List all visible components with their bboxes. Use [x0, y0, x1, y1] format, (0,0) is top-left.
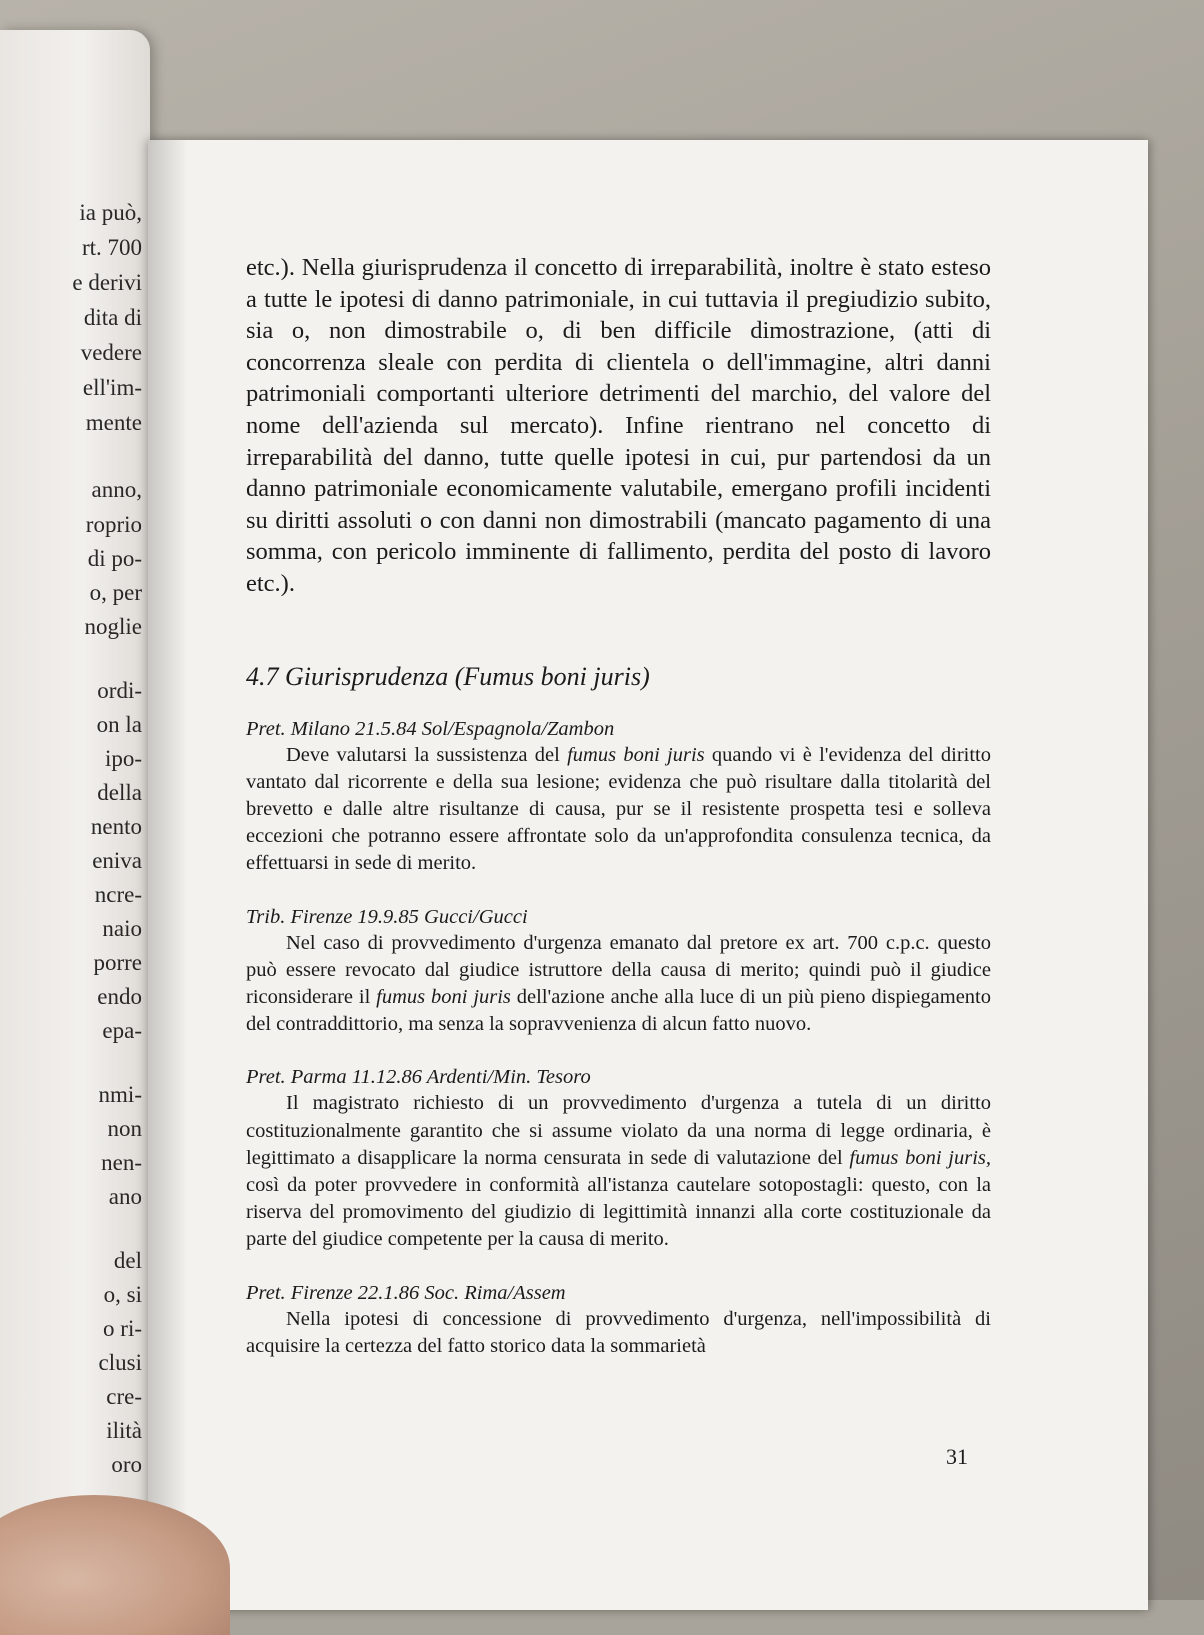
left-page-fragment: nen-: [101, 1150, 142, 1175]
left-page-fragment: ilità: [106, 1418, 142, 1443]
case-heading: Pret. Firenze 22.1.86 Soc. Rima/Assem: [246, 1281, 566, 1304]
left-page-fragment: ncre-: [94, 882, 142, 907]
case-body-text: Nel caso di provvedimento d'urgenza emanato dal pretore ex art. 700 c.p.c. questo può essere revocato dal giudice istruttore della causa di merito; quindi può il giudice riconsiderare il: [246, 931, 991, 1008]
left-page-fragment: ordi-: [97, 678, 142, 703]
left-page-fragment: cre-: [106, 1384, 142, 1409]
left-page-fragment: vedere: [80, 340, 142, 365]
left-page-fragment: o, si: [103, 1282, 142, 1307]
left-page-fragment: oro: [111, 1452, 142, 1477]
left-page-fragment: noglie: [84, 614, 142, 639]
left-page-fragment: on la: [96, 712, 142, 737]
left-page-fragment: ano: [108, 1184, 142, 1209]
case-heading: Pret. Parma 11.12.86 Ardenti/Min. Tesoro: [246, 1066, 591, 1089]
case-body-text: Il magistrato richiesto di un provvedimento d'urgenza a tutela di un diritto costituzionalmente garantito che si assume violato da una norma di legge ordinaria, è legittimato a disapplicare la norma censurata in sede di valutazione del: [246, 1092, 991, 1169]
left-page-fragment: ipo-: [104, 746, 142, 771]
case-body: [246, 742, 991, 878]
case-body: [246, 1306, 991, 1360]
case-body: [246, 930, 991, 1039]
left-page-fragment: e derivi: [72, 270, 142, 295]
left-page-fragment: di po-: [87, 546, 142, 571]
case-entry: [246, 1064, 991, 1253]
case-entry: [246, 1280, 991, 1360]
left-page-fragment: rt. 700: [81, 235, 142, 260]
left-page-fragment: endo: [97, 984, 142, 1009]
case-body-italic: fumus boni juris: [376, 985, 511, 1008]
left-page-fragment: della: [97, 780, 142, 805]
case-body-italic: fumus boni juris: [567, 743, 705, 766]
left-page: [0, 30, 150, 1610]
left-page-fragment: non: [107, 1116, 142, 1141]
page-number: 31: [946, 1444, 968, 1469]
case-body-text: Nella ipotesi di concessione di provvedimento d'urgenza, nell'impossibilità di acquisire la certezza del fatto storico data la sommarietà: [246, 1307, 991, 1357]
case-body-text: dell'azione anche alla luce di un più pieno dispiegamento del contraddittorio, ma senza la sopravvenienza di alcun fatto nuovo.: [246, 985, 991, 1036]
left-page-fragment: epa-: [102, 1018, 142, 1043]
left-page-fragment: o, per: [89, 580, 142, 605]
left-page-fragment: del: [113, 1248, 142, 1273]
case-body-italic: fumus boni juris,: [849, 1146, 991, 1169]
left-page-fragment: naio: [102, 916, 142, 941]
left-page-fragment: o ri-: [103, 1316, 142, 1341]
case-heading: Trib. Firenze 19.9.85 Gucci/Gucci: [246, 905, 528, 928]
case-body-text: Deve valutarsi la sussistenza del: [286, 743, 568, 766]
case-entry: [246, 904, 991, 1039]
case-heading: Pret. Milano 21.5.84 Sol/Espagnola/Zambon: [246, 717, 615, 740]
case-body-text: così da poter provvedere in conformità all'istanza cautelare sotopostagli: questo, con la riserva del promovimento del giudizio di legittimità innanzi alla corte costituzionale da parte del giudice competente per la causa di merito.: [246, 1173, 991, 1251]
section-title: 4.7 Giurisprudenza (Fumus boni juris): [246, 661, 650, 691]
case-body-text: quando vi è l'evidenza del diritto vantato dal ricorrente e della sua lesione; evidenza che può risultare dalla titolarità del brevetto e dalle altre risultanze di causa, pur se il resistente prospetta tesi e solleva eccezioni che potranno essere affrontate solo da un'approfondita consulenza tecnica, da effettuarsi in sede di merito.: [246, 743, 991, 875]
left-page-fragment: ia può,: [79, 200, 142, 225]
left-page-fragment: nmi-: [98, 1082, 142, 1107]
left-page-fragment: mente: [85, 410, 142, 435]
left-page-fragment: eniva: [92, 848, 142, 873]
page-content: [246, 252, 991, 1386]
left-page-fragment: ell'im-: [82, 375, 142, 400]
case-entry: [246, 716, 991, 878]
left-page-fragment: dita di: [83, 305, 142, 330]
left-page-fragment: clusi: [98, 1350, 142, 1375]
intro-paragraph: etc.). Nella giurisprudenza il concetto di irreparabilità, inoltre è stato esteso a tutte le ipotesi di danno patrimoniale, in cui tuttavia il pregiudizio subito, sia o, non dimostrabile o, di ben difficile dimostrazione, (atti di concorrenza sleale con perdita di clientela o dell'immagine, altri danni patrimoniali comportanti ulteriore detrimenti del marchio, del valore del nome dell'azienda sul mercato). Infine rientrano nel concetto di irreparabilità del danno, tutte quelle ipotesi in cui, pur partendosi da un danno patrimoniale economicamente valutabile, emergano profili incidenti su diritti assoluti o con danni non dimostrabili (mancato pagamento di una somma, con pericolo imminente di fallimento, perdita del posto di lavoro etc.).: [246, 254, 991, 597]
left-page-fragment: porre: [93, 950, 142, 975]
page-gutter-shadow: [148, 140, 188, 1610]
left-page-fragment: roprio: [85, 512, 142, 537]
left-page-fragment: nento: [90, 814, 142, 839]
left-page-fragment: anno,: [91, 477, 142, 502]
case-body: [246, 1090, 991, 1253]
